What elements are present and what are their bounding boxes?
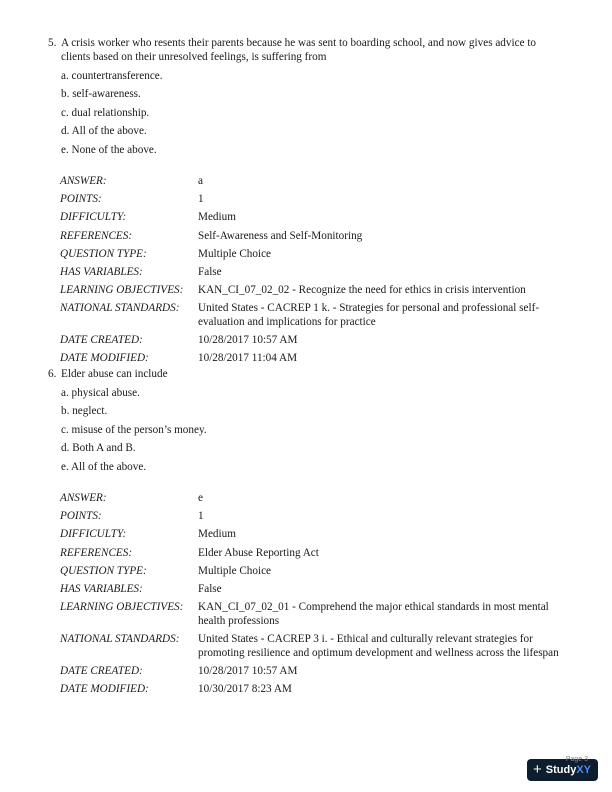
meta-references xyxy=(60,544,568,562)
meta-label: QUESTION TYPE: xyxy=(60,564,147,577)
choice-b: b. self-awareness. xyxy=(61,88,141,101)
meta-points xyxy=(60,507,568,525)
meta-value: e xyxy=(198,491,203,504)
meta-value: Elder Abuse Reporting Act xyxy=(198,546,319,559)
choice-e: e. None of the above. xyxy=(61,143,157,156)
meta-question-type xyxy=(60,245,568,263)
meta-label: DATE MODIFIED: xyxy=(60,683,149,696)
meta-date-created xyxy=(60,331,568,349)
meta-label: DATE CREATED: xyxy=(60,334,143,347)
meta-value: 1 xyxy=(198,193,204,206)
meta-label: REFERENCES: xyxy=(60,546,133,559)
meta-value: 10/28/2017 10:57 AM xyxy=(198,334,298,347)
meta-answer xyxy=(60,489,568,507)
meta-label: ANSWER: xyxy=(60,491,107,504)
choice-a: a. physical abuse. xyxy=(61,387,140,399)
meta-has-variables xyxy=(60,263,568,281)
meta-value: KAN_CI_07_02_02 - Recognize the need for ethics in crisis intervention xyxy=(198,284,526,297)
choice-c: c. dual relationship. xyxy=(61,106,150,119)
page-footer xyxy=(527,756,598,781)
meta-label: HAS VARIABLES: xyxy=(60,265,143,278)
plus-icon: + xyxy=(532,761,542,778)
meta-value: 10/30/2017 8:23 AM xyxy=(198,683,292,696)
question-stem xyxy=(48,36,568,64)
meta-label: QUESTION TYPE: xyxy=(60,247,147,260)
logo-text-xy: XY xyxy=(576,764,591,776)
question-metadata xyxy=(60,172,568,368)
meta-answer xyxy=(60,172,568,190)
meta-label: DATE MODIFIED: xyxy=(60,352,149,365)
answer-choices xyxy=(61,67,568,159)
meta-value: Multiple Choice xyxy=(198,564,272,577)
meta-learning-objectives xyxy=(60,281,568,299)
answer-choices xyxy=(61,384,568,476)
meta-value: United States - CACREP 3 i. - Ethical and culturally relevant strategies for promoting resilience and optimum development and wellness across the lifespan xyxy=(198,633,559,660)
choice-d: d. All of the above. xyxy=(61,125,147,138)
meta-label: LEARNING OBJECTIVES: xyxy=(60,284,184,297)
meta-label: ANSWER: xyxy=(60,174,107,187)
meta-references xyxy=(60,227,568,245)
meta-label: NATIONAL STANDARDS: xyxy=(60,633,180,646)
meta-value: False xyxy=(198,582,222,595)
meta-value: 10/28/2017 11:04 AM xyxy=(198,352,298,365)
meta-learning-objectives xyxy=(60,598,568,630)
meta-label: DIFFICULTY: xyxy=(60,528,127,541)
meta-date-created xyxy=(60,662,568,680)
question-text: A crisis worker who resents their parents because he was sent to boarding school, and now gives advice to clients based on their unresolved feelings, is suffering from xyxy=(61,37,537,63)
page-number: Page 3 xyxy=(565,756,588,763)
meta-difficulty xyxy=(60,208,568,226)
question-5 xyxy=(48,36,568,368)
meta-difficulty xyxy=(60,525,568,543)
meta-label: HAS VARIABLES: xyxy=(60,582,143,595)
choice-a: a. countertransference. xyxy=(61,70,163,82)
choice-d: d. Both A and B. xyxy=(61,442,136,455)
meta-value: Medium xyxy=(198,528,236,541)
meta-label: REFERENCES: xyxy=(60,229,133,242)
meta-label: LEARNING OBJECTIVES: xyxy=(60,601,184,614)
meta-label: POINTS: xyxy=(60,510,102,523)
question-6 xyxy=(48,367,568,698)
meta-value: 1 xyxy=(198,510,204,523)
question-number: 6. xyxy=(48,368,57,380)
meta-value: a xyxy=(198,174,203,187)
meta-value: Medium xyxy=(198,211,236,224)
meta-has-variables xyxy=(60,580,568,598)
meta-label: POINTS: xyxy=(60,193,102,206)
meta-national-standards xyxy=(60,299,568,331)
choice-c: c. misuse of the person’s money. xyxy=(61,423,207,436)
choice-e: e. All of the above. xyxy=(61,460,147,473)
meta-label: DIFFICULTY: xyxy=(60,211,127,224)
question-metadata xyxy=(60,489,568,699)
meta-value: Multiple Choice xyxy=(198,247,272,260)
meta-date-modified xyxy=(60,349,568,367)
meta-value: False xyxy=(198,265,222,278)
question-stem xyxy=(48,367,568,381)
meta-date-modified xyxy=(60,680,568,698)
meta-value: Self-Awareness and Self-Monitoring xyxy=(198,229,363,242)
meta-question-type xyxy=(60,562,568,580)
meta-national-standards xyxy=(60,630,568,662)
meta-label: DATE CREATED: xyxy=(60,665,143,678)
meta-value: KAN_CI_07_02_01 - Comprehend the major ethical standards in most mental health professions xyxy=(198,601,549,628)
meta-points xyxy=(60,190,568,208)
meta-value: United States - CACREP 1 k. - Strategies for personal and professional self-evaluation and implications for practice xyxy=(198,302,540,329)
logo-text-study: Study xyxy=(545,764,577,776)
meta-label: NATIONAL STANDARDS: xyxy=(60,302,180,315)
question-number: 5. xyxy=(48,37,57,49)
choice-b: b. neglect. xyxy=(61,405,108,418)
meta-value: 10/28/2017 10:57 AM xyxy=(198,665,298,678)
question-text: Elder abuse can include xyxy=(61,368,168,380)
